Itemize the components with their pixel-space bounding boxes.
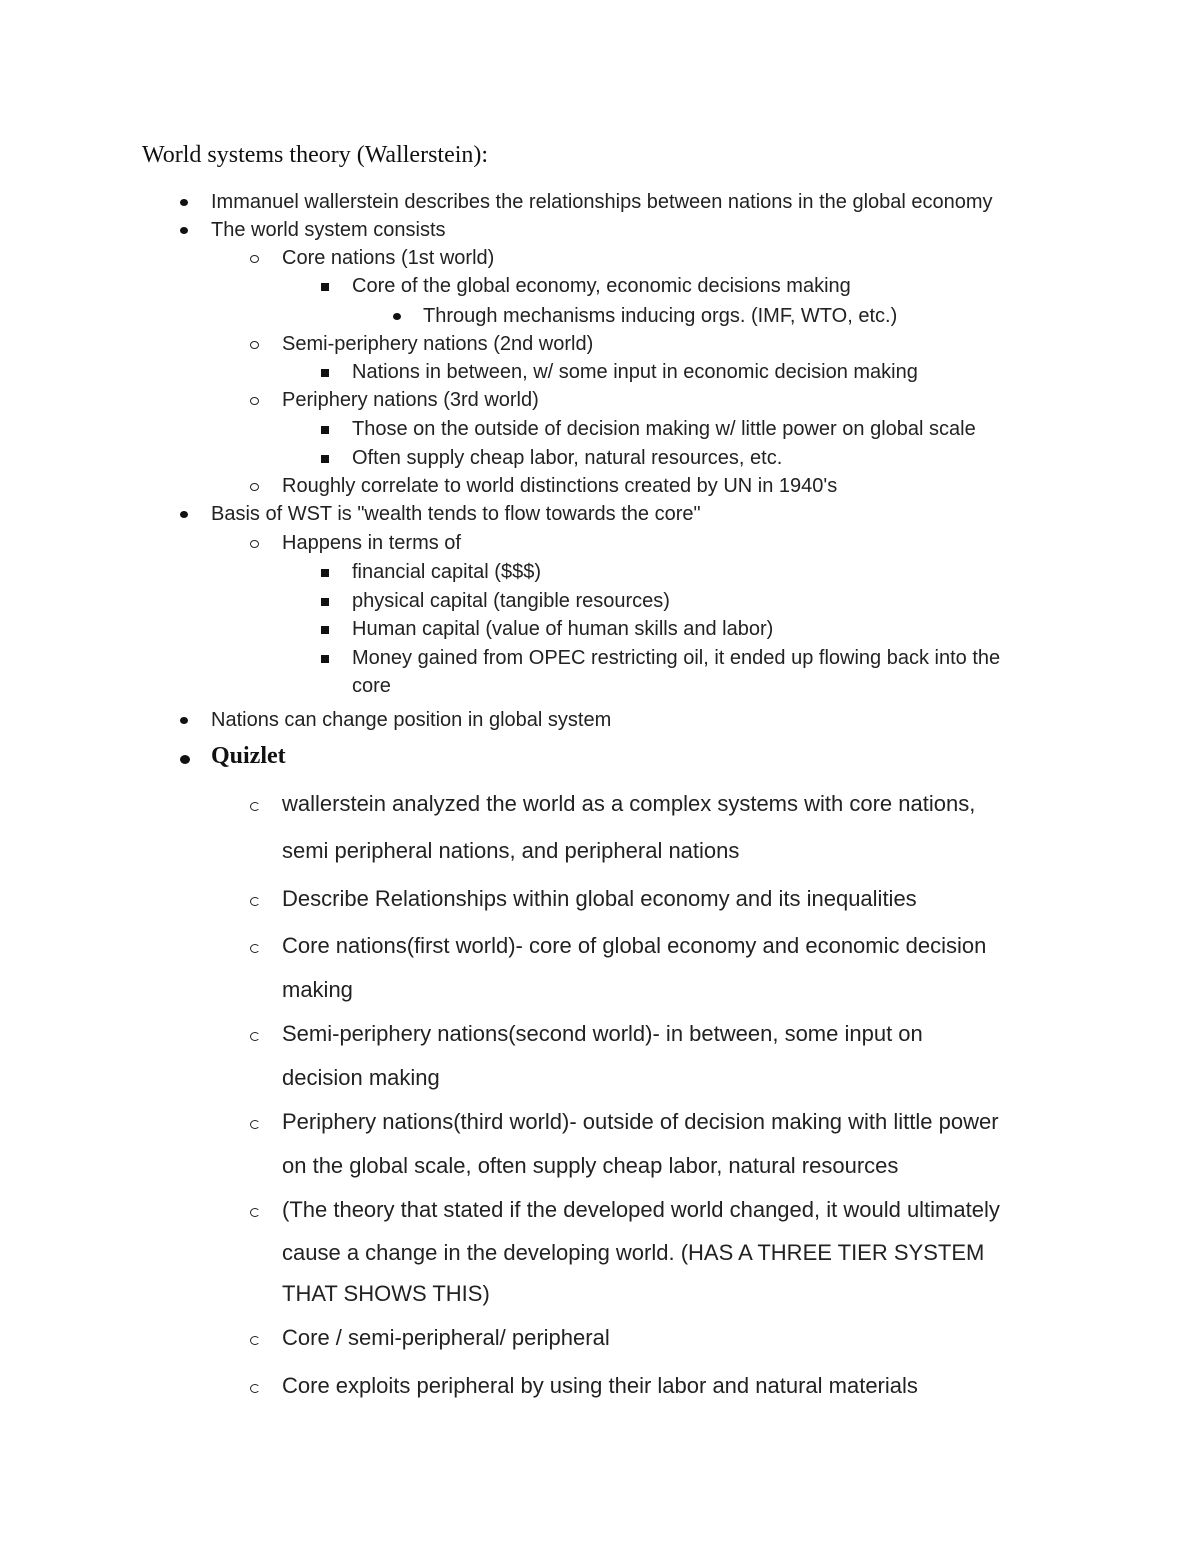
circle-icon [245, 1371, 265, 1401]
quizlet-item-text: (The theory that stated if the developed world changed, it would ultimately [282, 1197, 1000, 1222]
circle-icon [245, 884, 265, 914]
list-item-text: The world system consists [211, 219, 446, 241]
circle-icon [245, 244, 265, 272]
circle-icon [245, 1107, 265, 1137]
quizlet-heading-text: Quizlet [211, 743, 286, 769]
quizlet-heading [0, 738, 1200, 774]
list-item-text: Human capital (value of human skills and labor) [352, 618, 774, 640]
square-icon [316, 272, 336, 300]
circle-icon [245, 472, 265, 500]
quizlet-item-text: decision making [282, 1065, 440, 1090]
quizlet-item-text: making [282, 977, 353, 1002]
circle-icon [245, 931, 265, 961]
disc-icon [174, 742, 196, 770]
square-icon [316, 444, 336, 472]
list-item-text: physical capital (tangible resources) [352, 590, 670, 612]
square-icon [316, 558, 336, 586]
circle-icon [245, 789, 265, 819]
list-item-text: Periphery nations (3rd world) [282, 389, 539, 411]
circle-icon [245, 330, 265, 358]
list-item-text: Semi-periphery nations (2nd world) [282, 333, 594, 355]
list-item-text: Nations in between, w/ some input in economic decision making [352, 361, 918, 383]
circle-icon [245, 1323, 265, 1353]
disc-icon [387, 302, 407, 330]
list-item-text: financial capital ($$$) [352, 561, 541, 583]
list-item-text: Money gained from OPEC restricting oil, it ended up flowing back into the [352, 647, 1001, 669]
square-icon [316, 615, 336, 643]
square-icon [316, 644, 336, 672]
disc-icon [174, 706, 194, 734]
disc-icon [174, 500, 194, 528]
circle-icon [245, 1019, 265, 1049]
list-item-text: Core of the global economy, economic decisions making [352, 275, 851, 297]
list-item-text: Basis of WST is "wealth tends to flow towards the core" [211, 503, 701, 525]
circle-icon [245, 529, 265, 557]
list-item-text: core [352, 675, 391, 697]
quizlet-item-text: wallerstein analyzed the world as a complex systems with core nations, [282, 791, 976, 816]
page-title: World systems theory (Wallerstein): [142, 142, 489, 168]
list-item-text: Those on the outside of decision making w/ little power on global scale [352, 418, 976, 440]
list-item-text: Often supply cheap labor, natural resources, etc. [352, 447, 783, 469]
disc-icon [174, 216, 194, 244]
quizlet-item-text: Periphery nations(third world)- outside of decision making with little power [282, 1109, 999, 1134]
list-item-text: Roughly correlate to world distinctions created by UN in 1940's [282, 475, 838, 497]
quizlet-item-text: Core / semi-peripheral/ peripheral [282, 1325, 610, 1350]
list-item-text: Core nations (1st world) [282, 247, 495, 269]
square-icon [316, 415, 336, 443]
circle-icon [245, 1195, 265, 1225]
quizlet-item-text: Semi-periphery nations(second world)- in between, some input on [282, 1021, 923, 1046]
quizlet-item-text: Describe Relationships within global economy and its inequalities [282, 886, 917, 911]
list-item-text: Through mechanisms inducing orgs. (IMF, WTO, etc.) [423, 305, 898, 327]
quizlet-item-text: semi peripheral nations, and peripheral nations [282, 838, 740, 863]
circle-icon [245, 386, 265, 414]
quizlet-item-text: THAT SHOWS THIS) [282, 1281, 490, 1306]
disc-icon [174, 188, 194, 216]
square-icon [316, 587, 336, 615]
quizlet-item-text: Core exploits peripheral by using their labor and natural materials [282, 1373, 918, 1398]
quizlet-item-text: Core nations(first world)- core of global economy and economic decision [282, 933, 987, 958]
square-icon [316, 358, 336, 386]
quizlet-item-text: cause a change in the developing world. (HAS A THREE TIER SYSTEM [282, 1240, 985, 1265]
list-item-text: Happens in terms of [282, 532, 461, 554]
list-item-text: Immanuel wallerstein describes the relationships between nations in the global economy [211, 191, 993, 213]
list-item-text: Nations can change position in global system [211, 709, 612, 731]
quizlet-item-text: on the global scale, often supply cheap labor, natural resources [282, 1153, 899, 1178]
